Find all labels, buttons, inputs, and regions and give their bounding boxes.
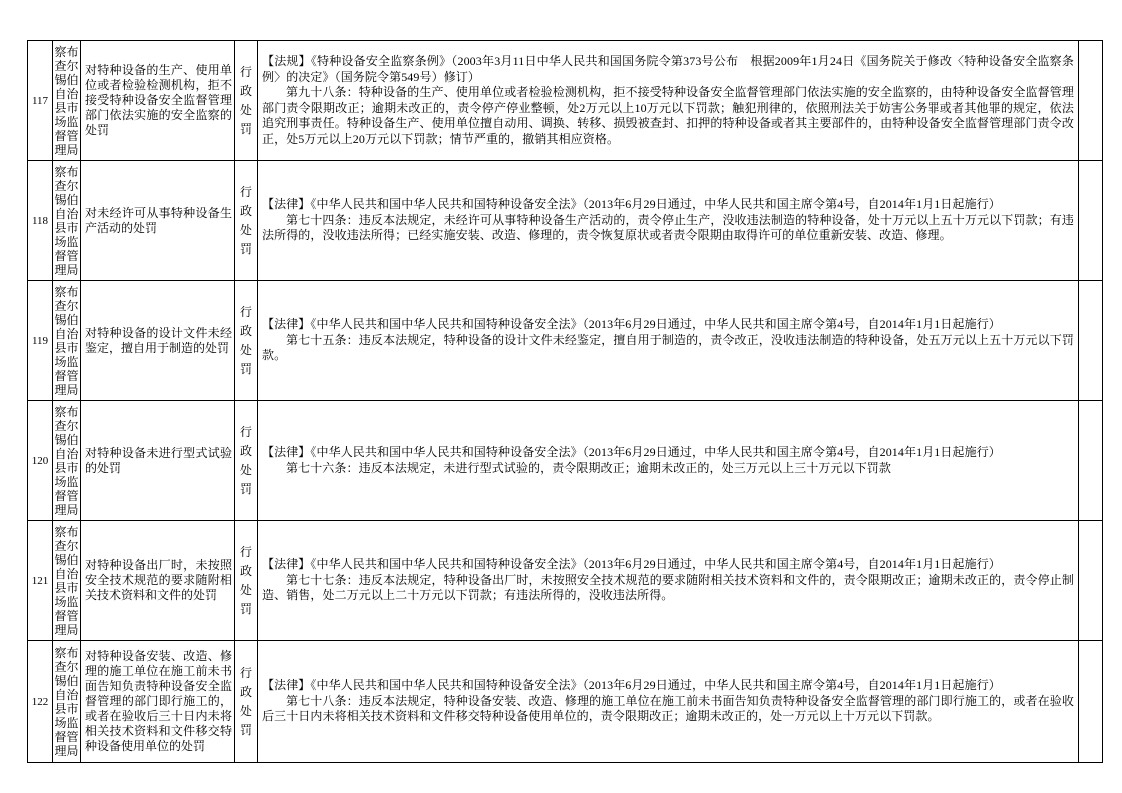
- remark-cell: [1079, 41, 1103, 161]
- basis-source: 【法律】《中华人民共和国中华人民共和国特种设备安全法》（2013年6月29日通过，中华人民共和国主席令第4号，自2014年1月1日起施行）: [262, 445, 1001, 459]
- basis-article: 第九十八条：特种设备的生产、使用单位或者检验检测机构，拒不接受特种设备安全监督管理部门依法实施的安全监察的，由特种设备安全监督管理部门责令限期改正；逾期未改正的，责令停产停业整顿，处2万元以上10万元以下罚款；触犯刑律的，依照刑法关于妨害公务罪或者其他罪的规定，依法追究刑事责任。特种设备生产、使用单位擅自动用、调换、转移、损毁被查封、扣押的特种设备或者其主要部件的，由特种设备安全监督管理部门责令改正，处5万元以上20万元以下罚款；情节严重的，撤销其相应资格。: [262, 85, 1074, 146]
- basis-article: 第七十八条：违反本法规定，特种设备安装、改造、修理的施工单位在施工前未书面告知负责特种设备安全监督管理的部门即行施工的，或者在验收后三十日内未将相关技术资料和文件移交特种设备使用单位的，责令限期改正；逾期未改正的，处一万元以上十万元以下罚款。: [262, 693, 1074, 724]
- penalty-type: 行政处罚: [239, 64, 252, 136]
- legal-basis-cell: [258, 281, 1079, 401]
- row-number-cell: [28, 161, 53, 281]
- penalty-type: 行政处罚: [239, 184, 252, 256]
- item-name: 对特种设备安装、改造、修理的施工单位在施工前未书面告知负责特种设备安全监督管理的部门即行施工的，或者在验收后三十日内未将相关技术资料和文件移交特种设备使用单位的处罚: [85, 649, 232, 753]
- legal-basis-cell: [258, 161, 1079, 281]
- agency-cell: [53, 401, 81, 521]
- row-number: 120: [31, 454, 49, 467]
- agency-cell: [53, 521, 81, 641]
- table-row: [28, 161, 1103, 281]
- row-number-cell: [28, 641, 53, 763]
- penalty-type: 行政处罚: [239, 544, 252, 616]
- agency-cell: [53, 281, 81, 401]
- penalty-type-cell: [235, 641, 258, 763]
- penalty-type-cell: [235, 281, 258, 401]
- penalty-type: 行政处罚: [239, 304, 252, 376]
- remark-cell: [1079, 521, 1103, 641]
- penalty-items-table: [27, 40, 1103, 763]
- penalty-type: 行政处罚: [239, 665, 252, 737]
- remark-cell: [1079, 641, 1103, 763]
- row-number-cell: [28, 41, 53, 161]
- row-number-cell: [28, 401, 53, 521]
- item-name-cell: [81, 161, 235, 281]
- row-number: 117: [31, 94, 49, 107]
- basis-article: 第七十五条：违反本法规定，特种设备的设计文件未经鉴定，擅自用于制造的，责令改正，没收违法制造的特种设备，处五万元以上五十万元以下罚款。: [262, 332, 1074, 363]
- item-name: 对特种设备的设计文件未经鉴定，擅自用于制造的处罚: [85, 325, 232, 355]
- item-name: 对特种设备出厂时，未按照安全技术规范的要求随附相关技术资料和文件的处罚: [85, 558, 232, 602]
- basis-source: 【法规】《特种设备安全监察条例》（2003年3月11日中华人民共和国国务院令第373号公布 根据2009年1月24日《国务院关于修改〈特种设备安全监察条例〉的决定》（国务院令第549号）修订）: [262, 54, 1074, 84]
- item-name-cell: [81, 641, 235, 763]
- remark-cell: [1079, 401, 1103, 521]
- row-number: 118: [31, 214, 49, 227]
- item-name-cell: [81, 41, 235, 161]
- penalty-type: 行政处罚: [239, 424, 252, 496]
- agency-cell: [53, 41, 81, 161]
- basis-article: 第七十七条：违反本法规定，特种设备出厂时，未按照安全技术规范的要求随附相关技术资料和文件的，责令限期改正；逾期未改正的，责令停止制造、销售，处二万元以上二十万元以下罚款；有违法所得的，没收违法所得。: [262, 572, 1074, 603]
- row-number: 122: [31, 695, 49, 708]
- legal-basis-cell: [258, 41, 1079, 161]
- basis-source: 【法律】《中华人民共和国中华人民共和国特种设备安全法》（2013年6月29日通过，中华人民共和国主席令第4号，自2014年1月1日起施行）: [262, 557, 1001, 572]
- agency-name: 察布查尔锡伯自治县市场监督管理局: [54, 645, 79, 758]
- agency-cell: [53, 161, 81, 281]
- legal-basis-cell: [258, 641, 1079, 763]
- penalty-type-cell: [235, 521, 258, 641]
- row-number-cell: [28, 521, 53, 641]
- penalty-type-cell: [235, 161, 258, 281]
- table-row: [28, 281, 1103, 401]
- agency-name: 察布查尔锡伯自治县市场监督管理局: [54, 404, 79, 517]
- table-row: [28, 41, 1103, 161]
- basis-article: 第七十四条：违反本法规定，未经许可从事特种设备生产活动的，责令停止生产，没收违法制造的特种设备，处十万元以上五十万元以下罚款；有违法所得的，没收违法所得；已经实施安装、改造、修理的，责令恢复原状或者责令限期由取得许可的单位重新安装、改造、修理。: [262, 212, 1074, 243]
- row-number: 119: [31, 334, 49, 347]
- legal-basis-cell: [258, 401, 1079, 521]
- item-name-cell: [81, 281, 235, 401]
- agency-name: 察布查尔锡伯自治县市场监督管理局: [54, 164, 79, 277]
- remark-cell: [1079, 281, 1103, 401]
- agency-name: 察布查尔锡伯自治县市场监督管理局: [54, 44, 79, 157]
- basis-article: 第七十六条：违反本法规定，未进行型式试验的，责令限期改正；逾期未改正的，处三万元以上三十万元以下罚款: [286, 460, 892, 475]
- legal-basis-cell: [258, 521, 1079, 641]
- table-row: [28, 641, 1103, 763]
- agency-name: 察布查尔锡伯自治县市场监督管理局: [54, 524, 79, 637]
- table-row: [28, 401, 1103, 521]
- agency-name: 察布查尔锡伯自治县市场监督管理局: [54, 284, 79, 397]
- table-row: [28, 521, 1103, 641]
- item-name: 对特种设备未进行型式试验的处罚: [85, 445, 232, 475]
- item-name-cell: [81, 401, 235, 521]
- agency-cell: [53, 641, 81, 763]
- row-number-cell: [28, 281, 53, 401]
- basis-source: 【法律】《中华人民共和国中华人民共和国特种设备安全法》（2013年6月29日通过，中华人民共和国主席令第4号，自2014年1月1日起施行）: [262, 678, 1001, 693]
- item-name: 对特种设备的生产、使用单位或者检验检测机构，拒不接受特种设备安全监督管理部门依法实施的安全监察的处罚: [85, 63, 232, 137]
- row-number: 121: [31, 574, 49, 587]
- penalty-type-cell: [235, 41, 258, 161]
- basis-source: 【法律】《中华人民共和国中华人民共和国特种设备安全法》（2013年6月29日通过，中华人民共和国主席令第4号，自2014年1月1日起施行）: [262, 197, 1001, 212]
- item-name: 对未经许可从事特种设备生产活动的处罚: [85, 205, 232, 235]
- penalty-type-cell: [235, 401, 258, 521]
- item-name-cell: [81, 521, 235, 641]
- remark-cell: [1079, 161, 1103, 281]
- basis-source: 【法律】《中华人民共和国中华人民共和国特种设备安全法》（2013年6月29日通过，中华人民共和国主席令第4号，自2014年1月1日起施行）: [262, 317, 1001, 332]
